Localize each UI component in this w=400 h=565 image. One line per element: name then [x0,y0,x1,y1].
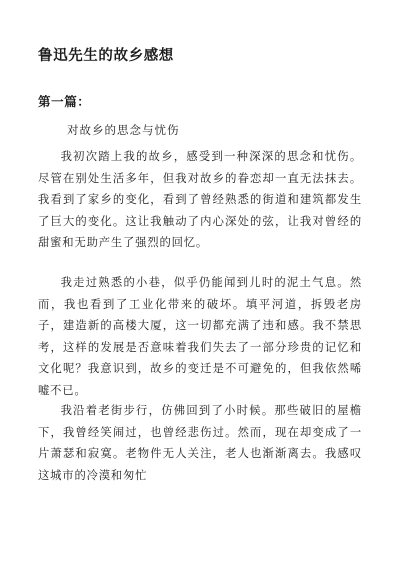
section-subtitle: 对故乡的思念与忧伤 [67,123,180,137]
document-title: 鲁迅先生的故乡感想 [38,47,174,64]
body-paragraph-1: 我初次踏上我的故乡，感受到一种深深的思念和忧伤。尽管在别处生活多年，但我对故乡的眷恋却一直无法抹去。我看到了家乡的变化，看到了曾经熟悉的街道和建筑都发生了巨大的变化。这让我触动了内心深处的弦，让我对曾经的甜蜜和无助产生了强烈的回忆。 [38,150,362,249]
body-paragraph-2: 我走过熟悉的小巷，似乎仍能闻到儿时的泥土气息。然而，我也看到了工业化带来的破坏。填平河道，拆毁老房子，建造新的高楼大厦，这一切都充满了违和感。我不禁思考，这样的发展是否意味着我们失去了一部分珍贵的记忆和文化呢？我意识到，故乡的变迁是不可避免的，但我依然唏嘘不已。 [38,276,362,397]
body-paragraph-3: 我沿着老街步行，仿佛回到了小时候。那些破旧的屋檐下，我曾经笑闹过，也曾经悲伤过。然而，现在却变成了一片萧瑟和寂寞。老物件无人关注，老人也渐渐离去。我感叹这城市的冷漠和匆忙 [38,404,362,482]
section-heading: 第一篇： [38,94,91,109]
